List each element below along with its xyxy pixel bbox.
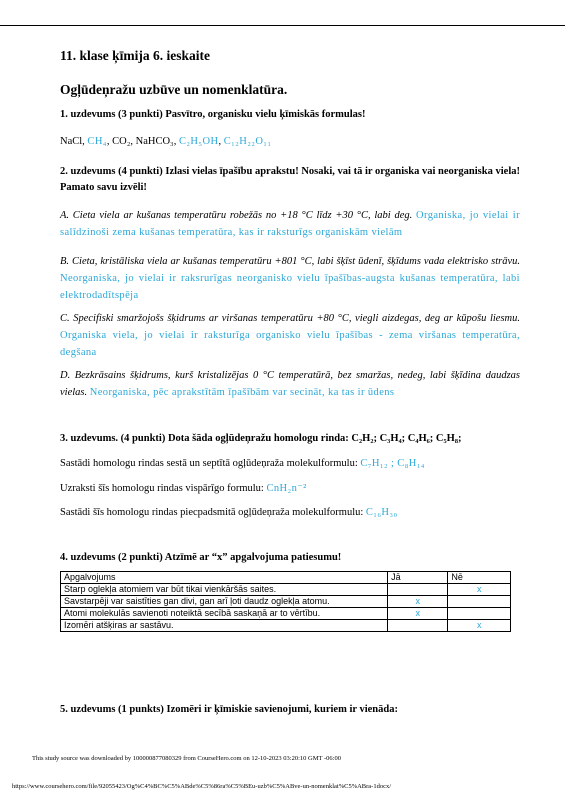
table-cell: Atomi molekulās savienoti noteiktā secībā saskaņā ar to vērtību. xyxy=(61,608,388,620)
task3-a2: CnH₂n⁻² xyxy=(266,483,307,494)
footer-url[interactable]: https://www.coursehero.com/file/92055423/Og%C4%BC%C5%ABde%C5%86ra%C5%BEu-uzb%C5%ABve-un-nomenklat%C5%ABra-1docx/ xyxy=(12,783,392,790)
table-cell-yes xyxy=(388,620,448,632)
task3-heading: 3. uzdevums. (4 punkti) Dota šāda ogļūdeņražu homologu rinda: C₂H₂; C₃H₄; C₄H₆; C₅H₈; xyxy=(60,433,462,444)
task2-question: C. Specifiski smaržojošs šķidrums ar viršanas temperatūru +80 °C, viegli aizdegas, deg ar kūpošu liesmu. xyxy=(60,313,520,324)
formula-organic: C₁₂H₂₂O₁₁ xyxy=(223,136,272,147)
task3-q2 xyxy=(60,482,520,494)
task5-heading: 5. uzdevums (1 punkts) Izomēri ir ķīmiskie savienojumi, kuriem ir vienāda: xyxy=(60,704,398,715)
table-cell-yes xyxy=(388,584,448,596)
task4-heading: 4. uzdevums (2 punkti) Atzīmē ar “x” apgalvojuma patiesumu! xyxy=(60,552,342,563)
task2-question: B. Cieta, kristāliska viela ar kušanas temperatūru +801 °C, labi šķīst ūdenī, šķīdums vada elektrisko strāvu. xyxy=(60,256,520,267)
task3-q2-text: Uzraksti šīs homologu rindas vispārīgo formulu: xyxy=(60,483,264,494)
formula: NaCl xyxy=(60,136,83,147)
table-row xyxy=(61,596,511,608)
task1-formula-list: NaCl, CH₄, CO₂, NaHCO₃, C₂H₅OH, C₁₂H₂₂O₁₁ xyxy=(60,136,272,147)
task3-q3 xyxy=(60,507,520,518)
table-row xyxy=(61,620,511,632)
task2-item-c xyxy=(60,310,520,361)
table-cell-no xyxy=(448,608,511,620)
task2-answer: Organiska, jo vielai ir salīdzinoši zema kušanas temperatūra, kas ir raksturīgs organiskām vielām xyxy=(60,210,520,238)
table-header: Apgalvojums xyxy=(61,572,388,584)
task3-a3: C₁₆H₃₀ xyxy=(365,507,398,518)
table-cell-no xyxy=(448,596,511,608)
formula-organic: CH₄ xyxy=(87,136,107,147)
task2-question: D. Bezkrāsains šķidrums, kurš kristalizējas 0 °C temperatūrā, bez smaržas, nedeg, labi šķīdina daudzas vielas. xyxy=(60,370,520,398)
task3-a1: C₇H₁₂ ; C₈H₁₄ xyxy=(360,458,425,469)
task3-q1 xyxy=(60,458,520,469)
task2-answer: Neorganiska, jo vielai ir raksrurīgas neorganisko vielu īpašības-augsta kušanas temperatūra, labi elektrodadītspēja xyxy=(60,273,520,301)
table-cell-yes: x xyxy=(388,596,448,608)
task1-heading: 1. uzdevums (3 punkti) Pasvītro, organisku vielu ķīmiskās formulas! xyxy=(60,109,366,120)
task2-answer: Organiska viela, jo vielai ir raksturīga organisko vielu īpašības - zema viršanas temperatūra, degšana xyxy=(60,330,520,358)
task2-item-d xyxy=(60,367,520,401)
task2-question: A. Cieta viela ar kušanas temperatūru robežās no +18 °C līdz +30 °C, labi deg. xyxy=(60,210,413,221)
page-subtitle: Ogļūdeņražu uzbūve un nomenklatūra. xyxy=(60,82,288,97)
top-divider xyxy=(0,25,565,26)
task4-table xyxy=(60,571,511,632)
page-title: 11. klase ķīmija 6. ieskaite xyxy=(60,48,211,63)
table-cell: Izomēri atšķiras ar sastāvu. xyxy=(61,620,388,632)
task2-item-b xyxy=(60,253,520,304)
task2-heading: 2. uzdevums (4 punkti) Izlasi vielas īpašību aprakstu! Nosaki, vai tā ir organiska vai neorganiska viela! Pamato savu izvēli! xyxy=(60,166,520,193)
table-header: Nē xyxy=(448,572,511,584)
task2-answer: Neorganiska, pēc aprakstītām īpašībām var secināt, ka tas ir ūdens xyxy=(89,387,395,398)
formula-organic: C₂H₅OH xyxy=(178,136,219,147)
table-cell-no: x xyxy=(448,620,511,632)
formula: NaHCO₃ xyxy=(135,136,174,147)
table-header-row xyxy=(61,572,511,584)
table-row xyxy=(61,608,511,620)
table-cell: Starp oglekļa atomiem var būt tikai vienkāršās saites. xyxy=(61,584,388,596)
formula: CO₂ xyxy=(112,136,131,147)
task3-q1-text: Sastādi homologu rindas sestā un septītā ogļūdeņraža molekulformulu: xyxy=(60,458,358,469)
footer-source-note: This study source was downloaded by 100000877080329 from CourseHero.com on 12-10-2023 03:20:10 GMT -06:00 xyxy=(32,755,341,762)
table-cell-yes: x xyxy=(388,608,448,620)
table-cell: Savstarpēji var saistīties gan divi, gan arī ļoti daudz oglekļa atomu. xyxy=(61,596,388,608)
table-cell-no: x xyxy=(448,584,511,596)
table-header: Jā xyxy=(388,572,448,584)
task2-item-a xyxy=(60,207,520,241)
table-row xyxy=(61,584,511,596)
task3-q3-text: Sastādi šīs homologu rindas piecpadsmitā ogļūdeņraža molekulformulu: xyxy=(60,507,364,518)
